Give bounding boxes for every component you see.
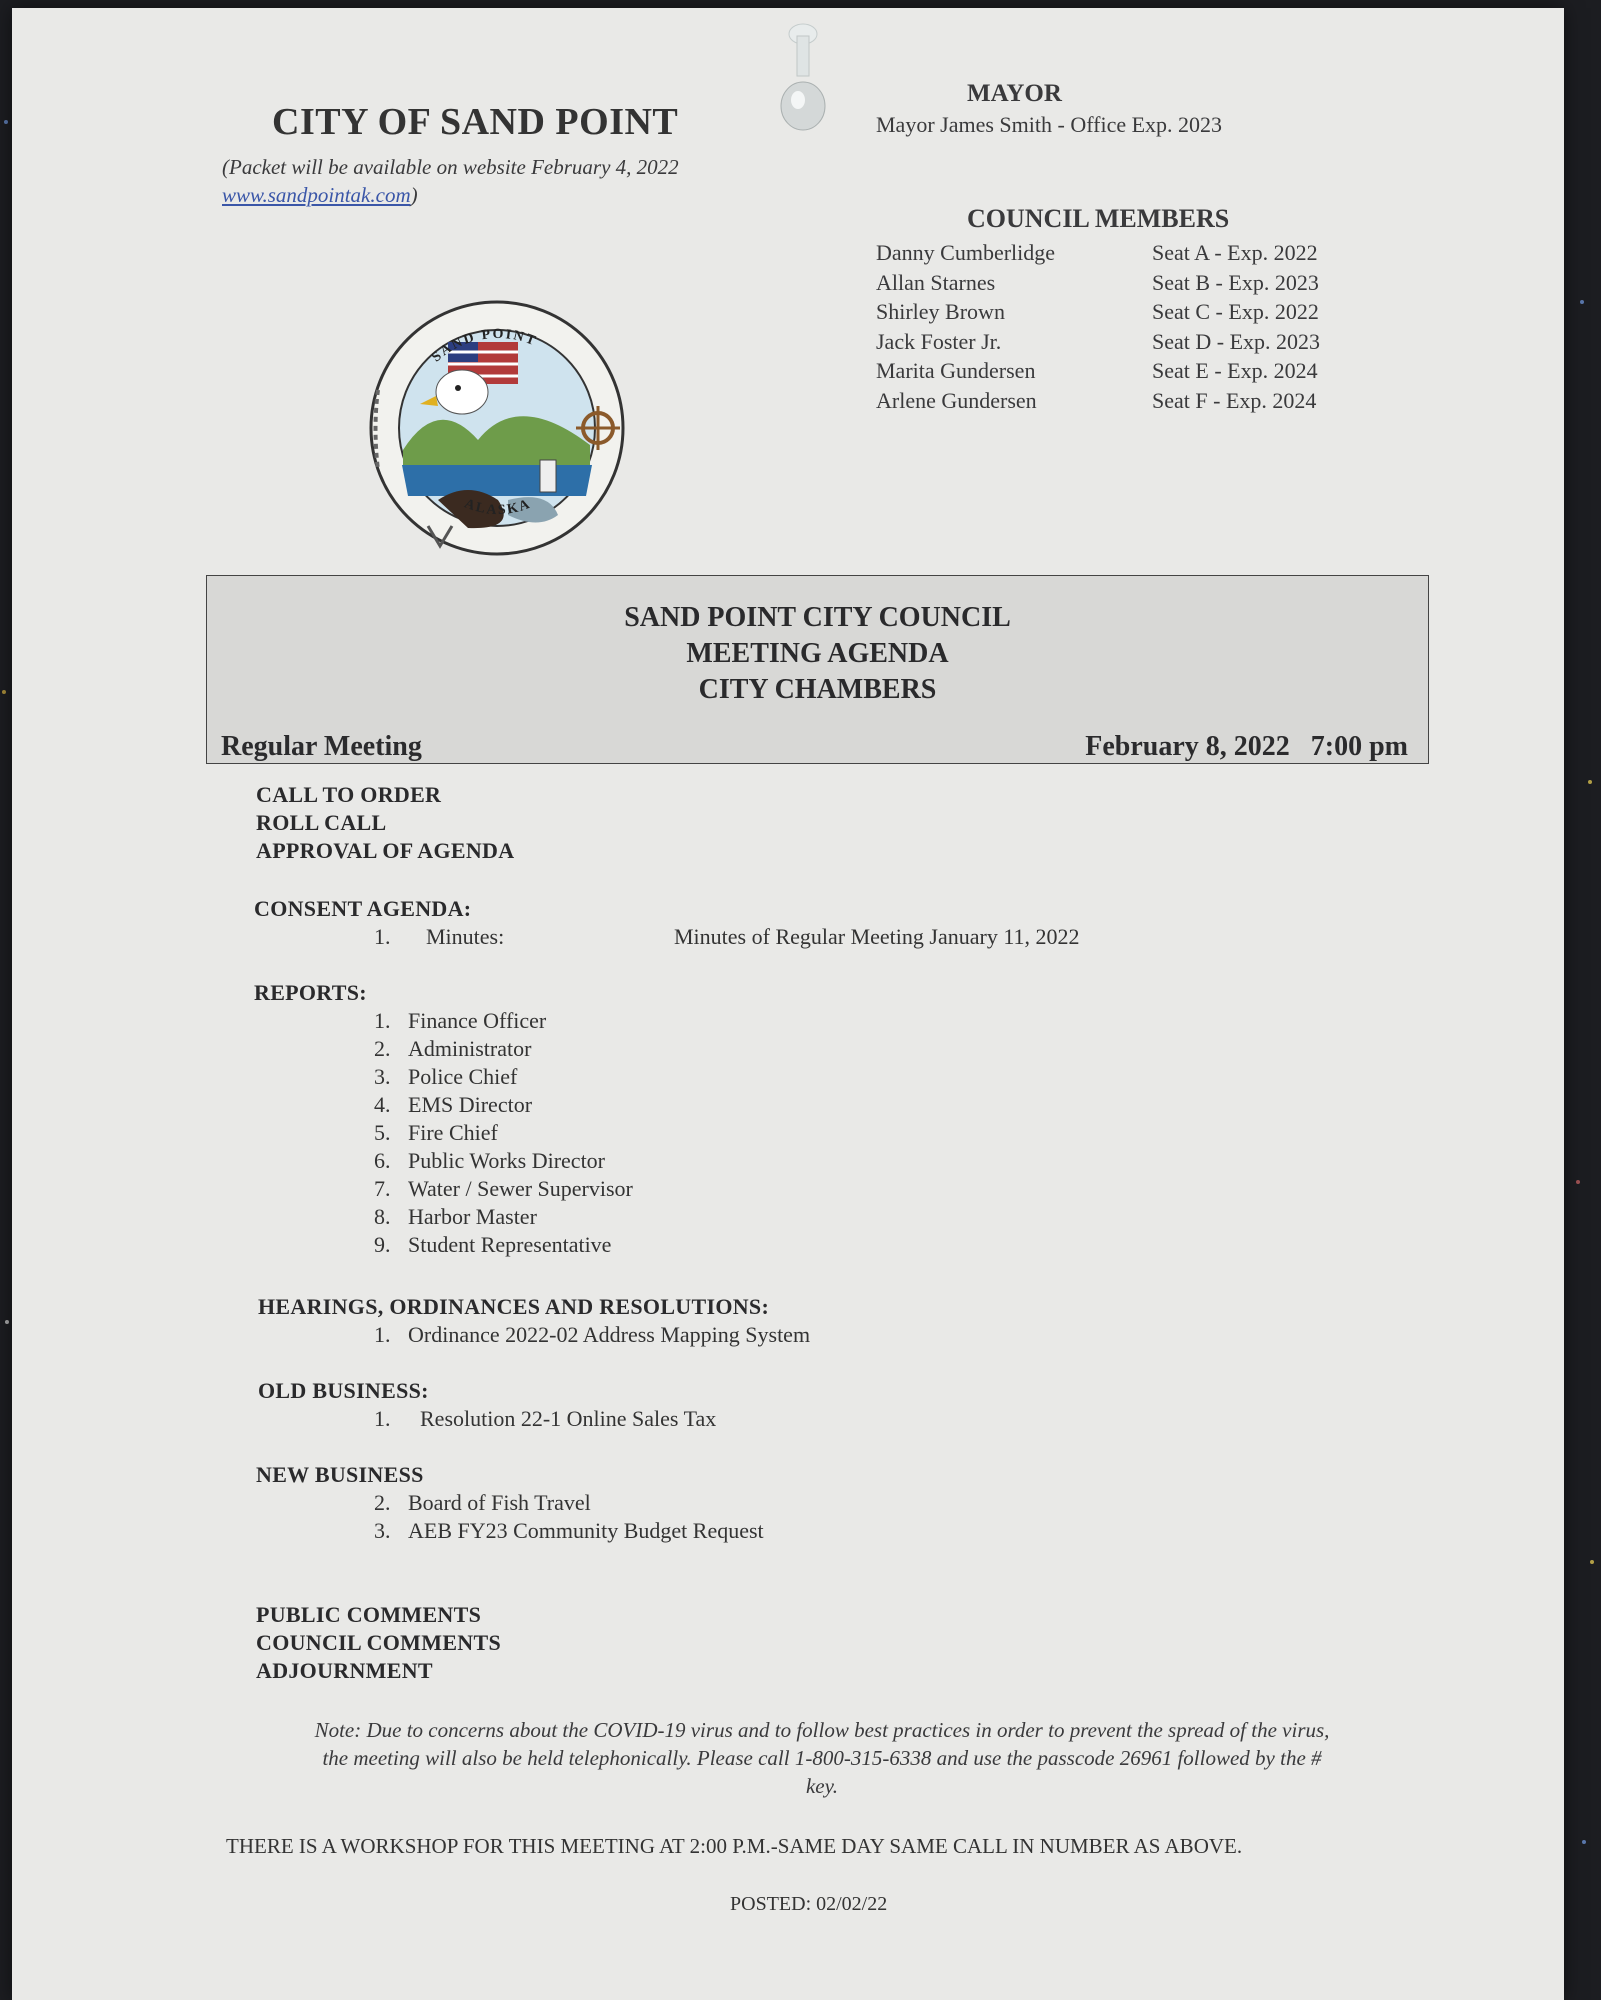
report-number: 6. <box>374 1148 391 1173</box>
city-seal-logo <box>358 300 636 556</box>
consent-agenda-heading: CONSENT AGENDA: <box>254 896 472 921</box>
report-item <box>374 1036 531 1062</box>
backdrop-speck <box>1580 300 1584 304</box>
seal-bottom-text: ALASKA <box>462 496 534 519</box>
agenda-banner <box>206 575 1429 764</box>
report-text: Public Works Director <box>408 1148 606 1173</box>
member-row <box>876 270 1396 300</box>
member-name: Jack Foster Jr. <box>876 328 1002 354</box>
hearing-text: Ordinance 2022-02 Address Mapping System <box>408 1322 811 1347</box>
member-name: Arlene Gundersen <box>876 387 1037 413</box>
banner-council-title: SAND POINT CITY COUNCIL <box>624 602 1011 633</box>
hearing-item <box>374 1322 810 1348</box>
consent-item-value: Minutes of Regular Meeting January 11, 2022 <box>674 924 1080 949</box>
council-comments: COUNCIL COMMENTS <box>256 1630 501 1655</box>
report-item <box>374 1064 517 1090</box>
report-text: Harbor Master <box>408 1204 537 1229</box>
report-item <box>374 1120 498 1146</box>
old-business-heading: OLD BUSINESS: <box>258 1378 429 1403</box>
report-number: 8. <box>374 1204 391 1229</box>
report-item <box>374 1176 633 1202</box>
backdrop-speck <box>5 1320 9 1324</box>
packet-availability-note <box>222 153 742 209</box>
report-number: 5. <box>374 1120 391 1145</box>
member-row <box>876 329 1396 359</box>
call-to-order: CALL TO ORDER <box>256 782 442 807</box>
backdrop-speck <box>1590 1560 1594 1564</box>
public-comments: PUBLIC COMMENTS <box>256 1602 482 1627</box>
banner-location: CITY CHAMBERS <box>698 674 937 705</box>
adjournment: ADJOURNMENT <box>256 1658 433 1683</box>
banner-agenda-title: MEETING AGENDA <box>686 638 949 669</box>
backdrop-speck <box>1576 1180 1580 1184</box>
member-name: Danny Cumberlidge <box>876 240 1056 265</box>
report-item <box>374 1092 532 1118</box>
report-item <box>374 1204 537 1230</box>
city-title: CITY OF SAND POINT <box>272 101 679 143</box>
push-pin-icon <box>778 18 828 133</box>
report-text: Police Chief <box>408 1064 518 1089</box>
report-text: Finance Officer <box>408 1008 547 1033</box>
old-business-item <box>374 1406 716 1432</box>
report-item <box>374 1008 546 1034</box>
mayor-name-line: Mayor James Smith - Office Exp. 2023 <box>876 112 1223 137</box>
council-members-list <box>876 240 1396 417</box>
member-seat: Seat C - Exp. 2022 <box>1152 299 1319 324</box>
report-number: 1. <box>374 1008 391 1033</box>
mayor-heading: MAYOR <box>967 80 1062 107</box>
hearings-heading: HEARINGS, ORDINANCES AND RESOLUTIONS: <box>258 1294 770 1319</box>
consent-item-number: 1. <box>374 924 391 949</box>
report-number: 9. <box>374 1232 391 1257</box>
member-row <box>876 388 1396 418</box>
hearing-number: 1. <box>374 1322 391 1347</box>
member-name: Shirley Brown <box>876 299 1005 324</box>
member-seat: Seat F - Exp. 2024 <box>1152 387 1317 413</box>
report-text: Water / Sewer Supervisor <box>408 1176 633 1201</box>
report-item <box>374 1232 611 1258</box>
reports-heading: REPORTS: <box>254 980 367 1005</box>
report-text: Fire Chief <box>408 1120 498 1145</box>
report-number: 7. <box>374 1176 391 1201</box>
council-members-heading: COUNCIL MEMBERS <box>967 204 1230 233</box>
packet-note-text: (Packet will be available on website February 4, 2022 <box>222 155 679 179</box>
report-item <box>374 1148 605 1174</box>
report-text: Administrator <box>408 1036 532 1061</box>
report-number: 3. <box>374 1064 391 1089</box>
member-seat: Seat E - Exp. 2024 <box>1152 358 1318 383</box>
banner-title-block <box>207 600 1428 708</box>
meeting-type: Regular Meeting <box>221 731 422 762</box>
consent-item-label: Minutes: <box>426 924 505 949</box>
backdrop-speck <box>1588 780 1592 784</box>
seal-top-text: SAND POINT <box>429 326 540 366</box>
member-name: Allan Starnes <box>876 269 996 295</box>
new-business-text: Board of Fish Travel <box>408 1490 591 1515</box>
old-business-text: Resolution 22-1 Online Sales Tax <box>420 1406 717 1431</box>
member-row <box>876 299 1396 329</box>
backdrop-speck <box>1582 1840 1586 1844</box>
agenda-page <box>12 8 1564 2000</box>
report-number: 4. <box>374 1092 391 1117</box>
packet-note-close: ) <box>410 183 418 207</box>
member-row <box>876 240 1396 270</box>
approval-of-agenda: APPROVAL OF AGENDA <box>256 838 515 863</box>
posted-date: POSTED: 02/02/22 <box>730 1893 888 1915</box>
consent-item <box>374 924 1080 950</box>
new-business-text: AEB FY23 Community Budget Request <box>408 1518 764 1543</box>
roll-call: ROLL CALL <box>256 810 387 835</box>
covid-telephonic-note: Note: Due to concerns about the COVID-19 virus and to follow best practices in order to prevent the spread of the virus, the meeting will also be held telephonically. Please call 1-800-315-6338 and use the passcode 26961 followed by the # key. <box>314 1718 1330 1798</box>
workshop-notice: THERE IS A WORKSHOP FOR THIS MEETING AT 2:00 P.M.-SAME DAY SAME CALL IN NUMBER AS ABOVE. <box>226 1834 1243 1858</box>
new-business-item <box>374 1490 591 1516</box>
member-seat: Seat B - Exp. 2023 <box>1152 269 1319 295</box>
member-seat: Seat D - Exp. 2023 <box>1152 328 1321 354</box>
new-business-number: 2. <box>374 1490 391 1515</box>
member-name: Marita Gundersen <box>876 358 1036 383</box>
report-text: EMS Director <box>408 1092 533 1117</box>
new-business-heading: NEW BUSINESS <box>256 1462 424 1487</box>
website-link[interactable]: www.sandpointak.com <box>222 183 411 207</box>
member-row <box>876 358 1396 388</box>
meeting-date-time: February 8, 2022 7:00 pm <box>1085 731 1408 762</box>
report-text: Student Representative <box>408 1232 612 1257</box>
report-number: 2. <box>374 1036 391 1061</box>
new-business-number: 3. <box>374 1518 391 1543</box>
backdrop-speck <box>2 690 6 694</box>
backdrop-speck <box>4 120 8 124</box>
old-business-number: 1. <box>374 1406 391 1431</box>
new-business-item <box>374 1518 764 1544</box>
member-seat: Seat A - Exp. 2022 <box>1152 240 1318 265</box>
